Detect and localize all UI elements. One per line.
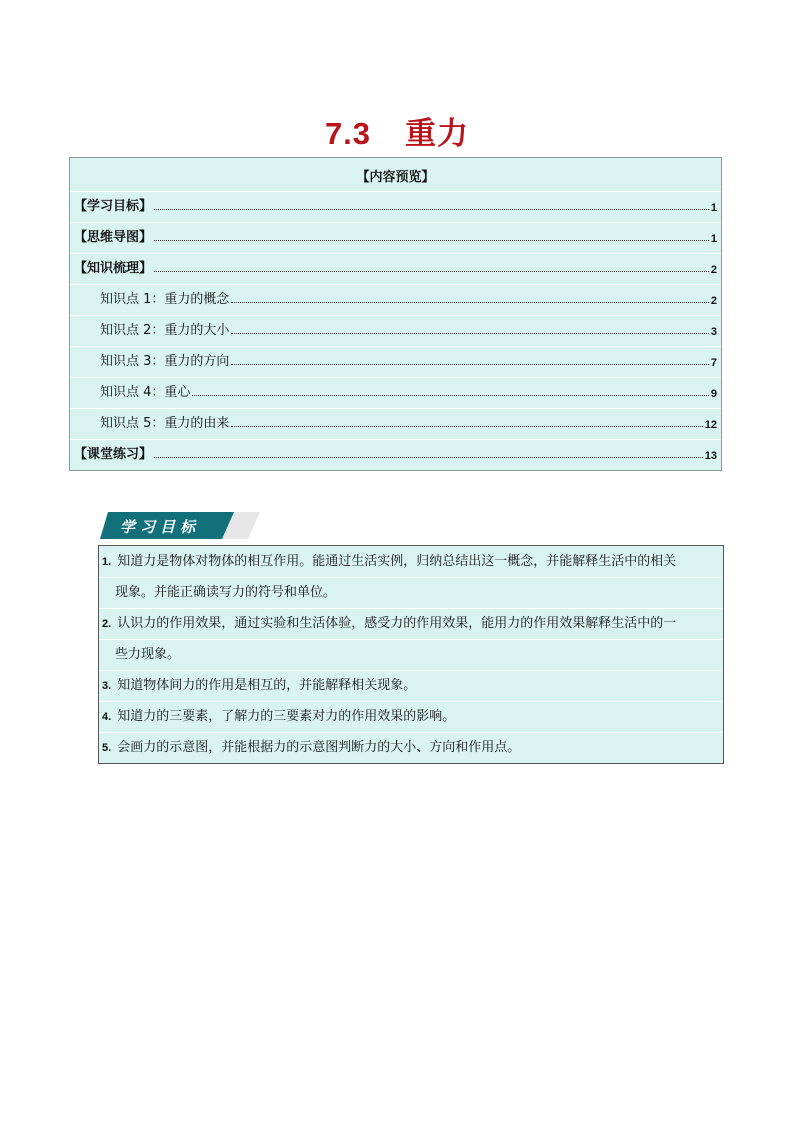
toc-item-point-2[interactable] (100, 320, 717, 338)
page-title (0, 108, 794, 153)
toc-item-page: 3 (710, 326, 717, 338)
toc-item-label: 知识点 3：重力的方向 (100, 354, 230, 369)
toc-item-page: 7 (710, 357, 717, 369)
goal-number: 1. (102, 556, 112, 568)
toc-item-label: 知识点 1：重力的概念 (100, 292, 230, 307)
goal-item-4 (99, 701, 723, 733)
toc-item-label: 【知识梳理】 (74, 261, 153, 276)
toc-item-page: 13 (704, 450, 717, 462)
toc-item-knowledge[interactable] (74, 258, 717, 276)
toc-item-point-3[interactable] (100, 351, 717, 369)
toc-item-learning-goals[interactable] (74, 196, 717, 214)
toc-item-page: 2 (710, 295, 717, 307)
toc-item-page: 2 (710, 264, 717, 276)
goal-text: 会画力的示意图，并能根据力的示意图判断力的大小、方向和作用点。 (117, 740, 521, 755)
goal-item-5 (99, 732, 723, 763)
toc-item-point-4[interactable] (100, 382, 717, 400)
toc-item-label: 【思维导图】 (74, 230, 153, 245)
toc-item-label: 【课堂练习】 (74, 447, 153, 462)
toc-item-page: 12 (704, 419, 717, 431)
goal-number: 4. (102, 711, 112, 723)
goal-number: 5. (102, 742, 112, 754)
toc-item-label: 知识点 2：重力的大小 (100, 323, 230, 338)
toc-item-practice[interactable] (74, 444, 717, 462)
toc-item-label: 知识点 4：重心 (100, 385, 191, 400)
goal-text: 知道物体间力的作用是相互的，并能解释相关现象。 (117, 678, 417, 693)
toc-item-point-1[interactable] (100, 289, 717, 307)
toc-item-page: 1 (710, 202, 717, 214)
toc-heading: 【内容预览】 (356, 170, 435, 185)
toc-item-page: 1 (710, 233, 717, 245)
table-of-contents (69, 157, 722, 471)
toc-item-page: 9 (710, 388, 717, 400)
section-number: 7.3 (324, 116, 372, 151)
toc-item-label: 知识点 5：重力的由来 (100, 416, 230, 431)
goal-item-1 (99, 546, 723, 578)
section-title-text: 重力 (405, 116, 470, 152)
banner-label: 学习目标 (120, 518, 201, 536)
goal-item-2 (99, 608, 723, 640)
goal-item-1-continued: 现象。并能正确读写力的符号和单位。 (99, 577, 723, 609)
goal-number: 2. (102, 618, 112, 630)
goal-item-3 (99, 670, 723, 702)
goal-number: 3. (102, 680, 112, 692)
goal-item-2-continued: 些力现象。 (99, 639, 723, 671)
section-banner (100, 512, 260, 539)
goal-text: 知道力是物体对物体的相互作用。能通过生活实例，归纳总结出这一概念，并能解释生活中的相关 (117, 554, 677, 569)
goal-text: 认识力的作用效果，通过实验和生活体验，感受力的作用效果，能用力的作用效果解释生活中的一 (117, 616, 677, 631)
learning-goals-box (98, 545, 724, 764)
toc-item-label: 【学习目标】 (74, 199, 153, 214)
toc-item-point-5[interactable] (100, 413, 717, 431)
goal-text: 知道力的三要素，了解力的三要素对力的作用效果的影响。 (117, 709, 456, 724)
toc-item-mind-map[interactable] (74, 227, 717, 245)
